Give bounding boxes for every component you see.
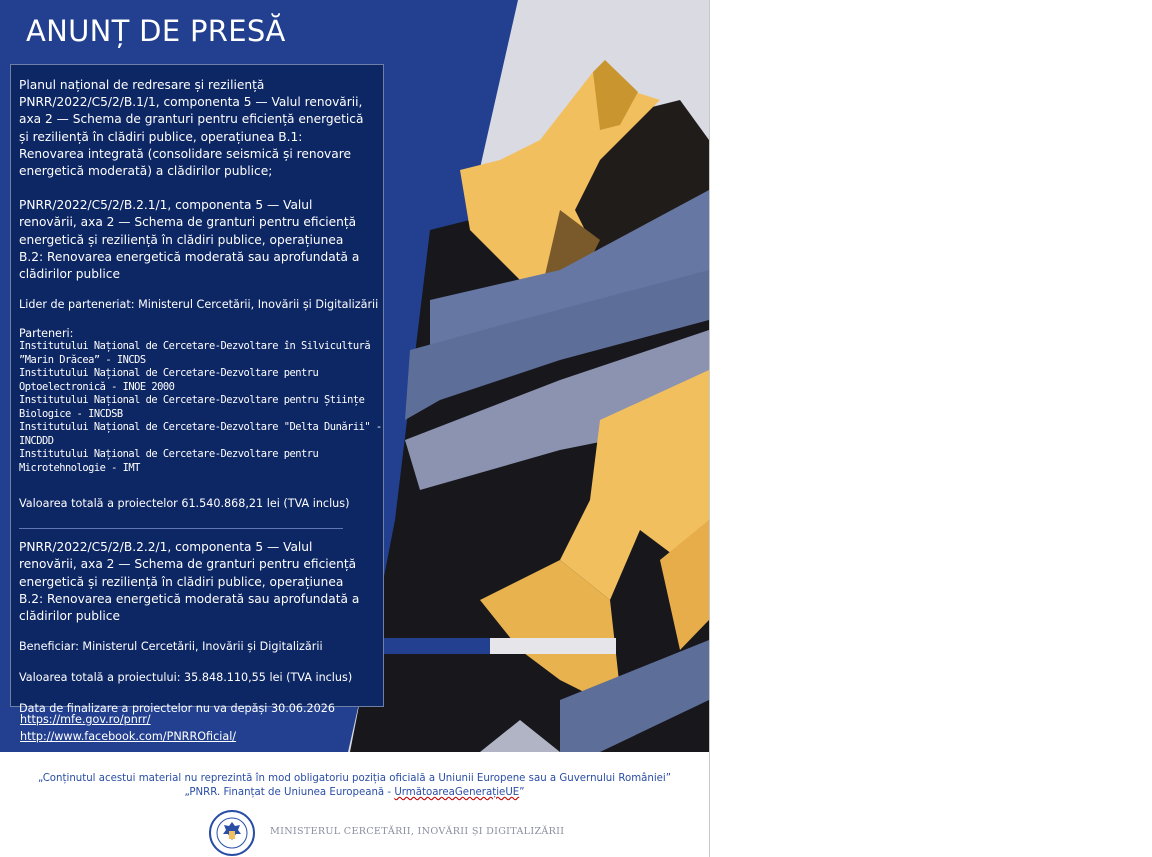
footer-disclaimer bbox=[0, 772, 709, 800]
page-title: ANUNȚ DE PRESĂ bbox=[26, 14, 286, 48]
partner-line: Institutului Național de Cercetare-Dezvoltare pentru bbox=[19, 367, 319, 380]
total-value-projects: Valoarea totală a proiectelor 61.540.868,21 lei (TVA inclus) bbox=[19, 497, 350, 511]
funding-line bbox=[0, 786, 709, 800]
partner-line: Microtehnologie - IMT bbox=[19, 461, 140, 474]
mfe-link[interactable]: https://mfe.gov.ro/pnrr/ bbox=[20, 713, 151, 726]
partnership-leader: Lider de parteneriat: Ministerul Cercetării, Inovării și Digitalizării bbox=[19, 298, 379, 312]
partner-line: Institutului Național de Cercetare-Dezvoltare pentru Științe bbox=[19, 394, 365, 407]
partner-line: Institutului Național de Cercetare-Dezvoltare în Silvicultură bbox=[19, 340, 371, 353]
funding-suffix: ” bbox=[519, 787, 525, 798]
ministry-name: MINISTERUL CERCETĂRII, INOVĂRII ȘI DIGITALIZĂRII bbox=[270, 826, 565, 837]
total-value-project: Valoarea totală a proiectului: 35.848.110,55 lei (TVA inclus) bbox=[19, 671, 353, 685]
funding-prefix: „PNRR. Finanțat de Uniunea Europeană - bbox=[184, 787, 395, 798]
project-info-box bbox=[10, 64, 384, 716]
completion-deadline: Data de finalizare a proiectelor nu va depăși 30.06.2026 bbox=[19, 702, 336, 716]
government-seal-logo bbox=[208, 809, 256, 857]
project-b22-description: PNRR/2022/C5/2/B.2.2/1, componenta 5 — Valul renovării, axa 2 — Schema de granturi pentru eficiență energetică și reziliență în clădiri publice, operațiunea B.2: Renovarea energetică moderată sau aprofundată a clădirilor publice bbox=[19, 540, 360, 624]
partner-line: INCDDD bbox=[19, 434, 54, 447]
partner-line: Biologice - INCDSB bbox=[19, 407, 123, 420]
partner-line: Optoelectronică - INOE 2000 bbox=[19, 380, 175, 393]
partner-line: Institutului Național de Cercetare-Dezvoltare pentru bbox=[19, 448, 319, 461]
partners-heading: Parteneri: bbox=[19, 327, 74, 341]
disclaimer-line: „Conținutul acestui material nu reprezintă în mod obligatoriu poziția oficială a Uniunii Europene sau a Guvernului României” bbox=[37, 773, 672, 784]
partner-line: ”Marin Drăcea” - INCDS bbox=[19, 353, 146, 366]
bar-blue bbox=[380, 638, 490, 654]
funding-hashtag: UrmătoareaGenerațieUE bbox=[394, 787, 520, 798]
partner-line: Institutului Național de Cercetare-Dezvoltare "Delta Dunării" - bbox=[19, 421, 382, 434]
project-b1-description: Planul național de redresare și reziliență PNRR/2022/C5/2/B.1/1, componenta 5 — Valul renovării, axa 2 — Schema de granturi pentru eficiență energetică și reziliență în clădiri publice, operațiunea B.1: Renovarea integrată (consolidare seismică și renovare energetică moderată) a clădirilor publice; bbox=[19, 78, 364, 179]
partners-list bbox=[19, 340, 383, 475]
beneficiary: Beneficiar: Ministerul Cercetării, Inovării și Digitalizării bbox=[19, 640, 323, 654]
facebook-link[interactable]: http://www.facebook.com/PNRROficial/ bbox=[20, 730, 237, 743]
project-b21-description: PNRR/2022/C5/2/B.2.1/1, componenta 5 — Valul renovării, axa 2 — Schema de granturi pentru eficiență energetică și reziliență în clădiri publice, operațiunea B.2: Renovarea energetică moderată sau aprofundată a clădirilor publice bbox=[19, 198, 360, 282]
bar-light bbox=[490, 638, 616, 654]
